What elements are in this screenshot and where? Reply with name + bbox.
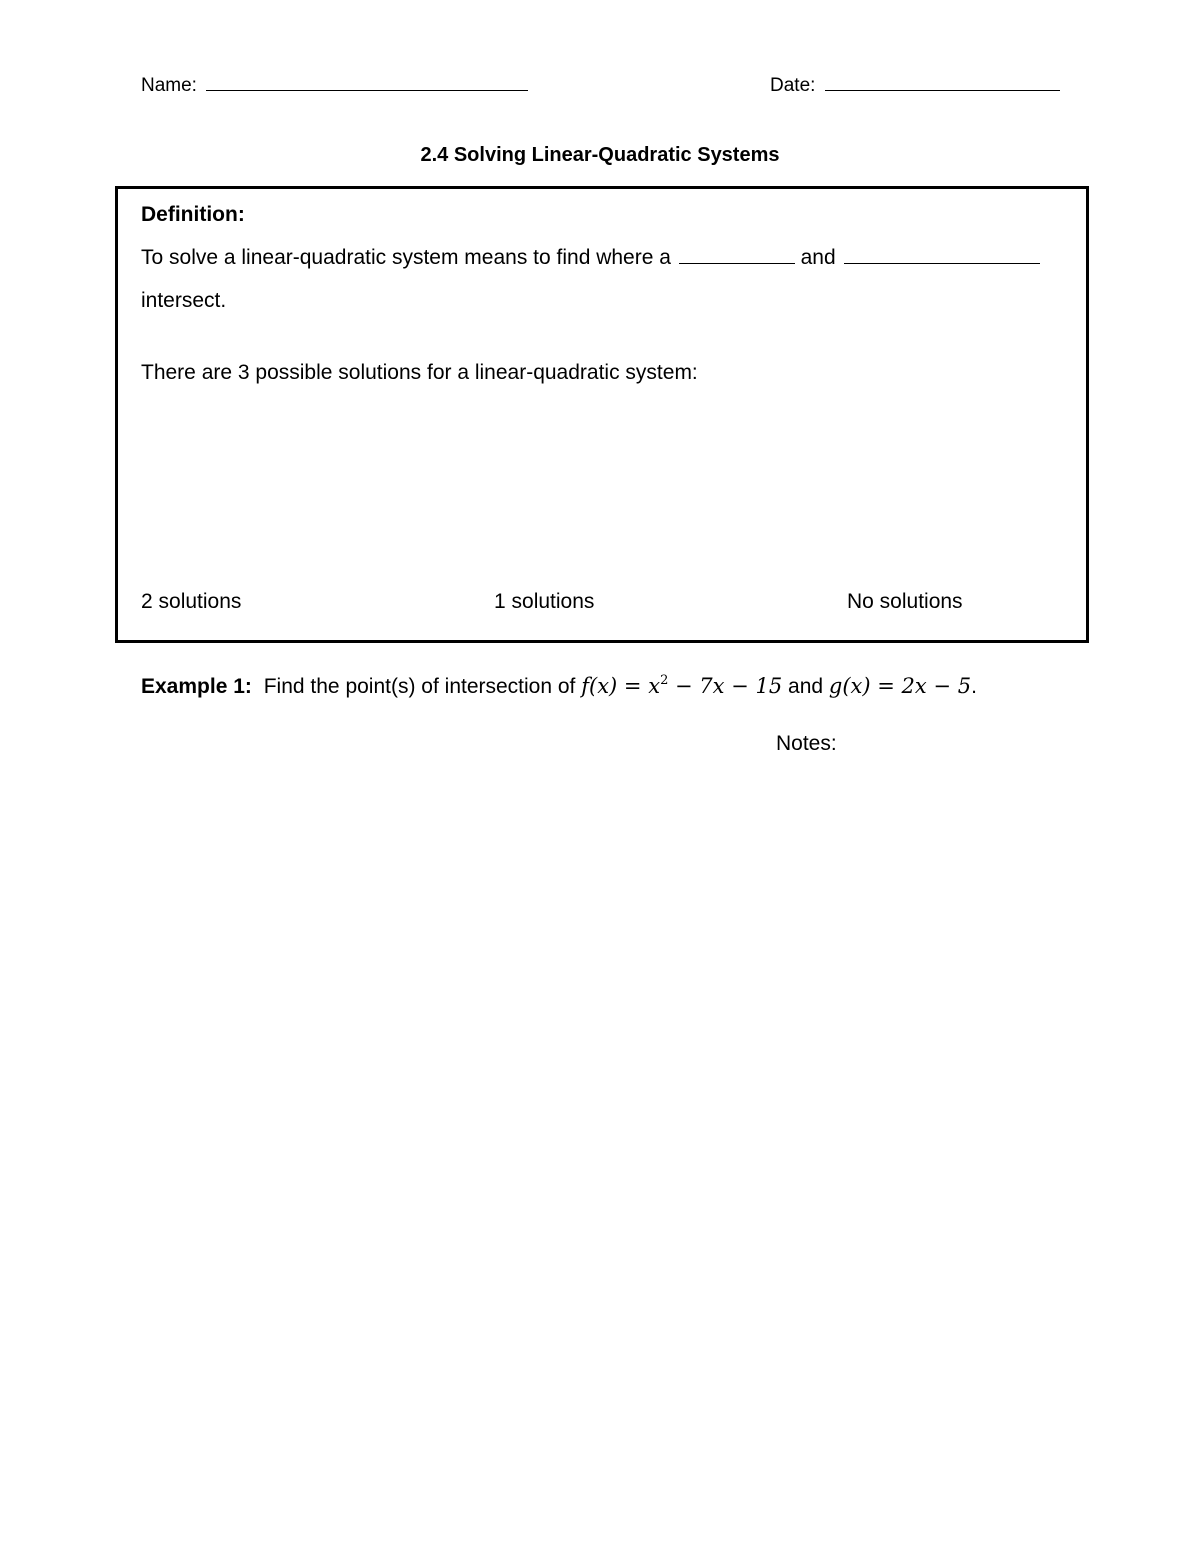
example-1: [141, 673, 977, 699]
name-blank[interactable]: [206, 76, 528, 91]
definition-sentence-start: To solve a linear-quadratic system means to find where a: [141, 246, 671, 269]
definition-sentence: [141, 246, 1040, 270]
solutions-intro: There are 3 possible solutions for a linear-quadratic system:: [141, 361, 698, 384]
example-1-period: .: [971, 675, 977, 698]
definition-box: [115, 186, 1089, 643]
example-1-label: Example 1:: [141, 675, 252, 698]
solution-type-two: 2 solutions: [141, 590, 242, 613]
solution-type-one: 1 solutions: [494, 590, 595, 613]
definition-heading: Definition:: [141, 203, 245, 226]
date-field[interactable]: [770, 75, 1060, 97]
page-title: 2.4 Solving Linear-Quadratic Systems: [420, 144, 780, 166]
date-label: Date:: [770, 75, 816, 96]
definition-sentence-end: intersect.: [141, 289, 227, 312]
example-1-text: Find the point(s) of intersection of: [263, 675, 576, 698]
definition-blank-1[interactable]: [679, 249, 795, 264]
notes-label: Notes:: [776, 732, 837, 755]
example-1-and: and: [788, 675, 824, 698]
definition-blank-2[interactable]: [844, 249, 1040, 264]
definition-sentence-and: and: [800, 246, 836, 269]
solution-type-none: No solutions: [847, 590, 963, 613]
date-blank[interactable]: [825, 76, 1060, 91]
f-expression: $f(x) = x^2 - 7x - 15$: [581, 673, 783, 698]
g-expression: g(x) = 2x − 5: [828, 674, 972, 698]
name-label: Name:: [141, 75, 197, 96]
name-field[interactable]: [141, 75, 528, 97]
